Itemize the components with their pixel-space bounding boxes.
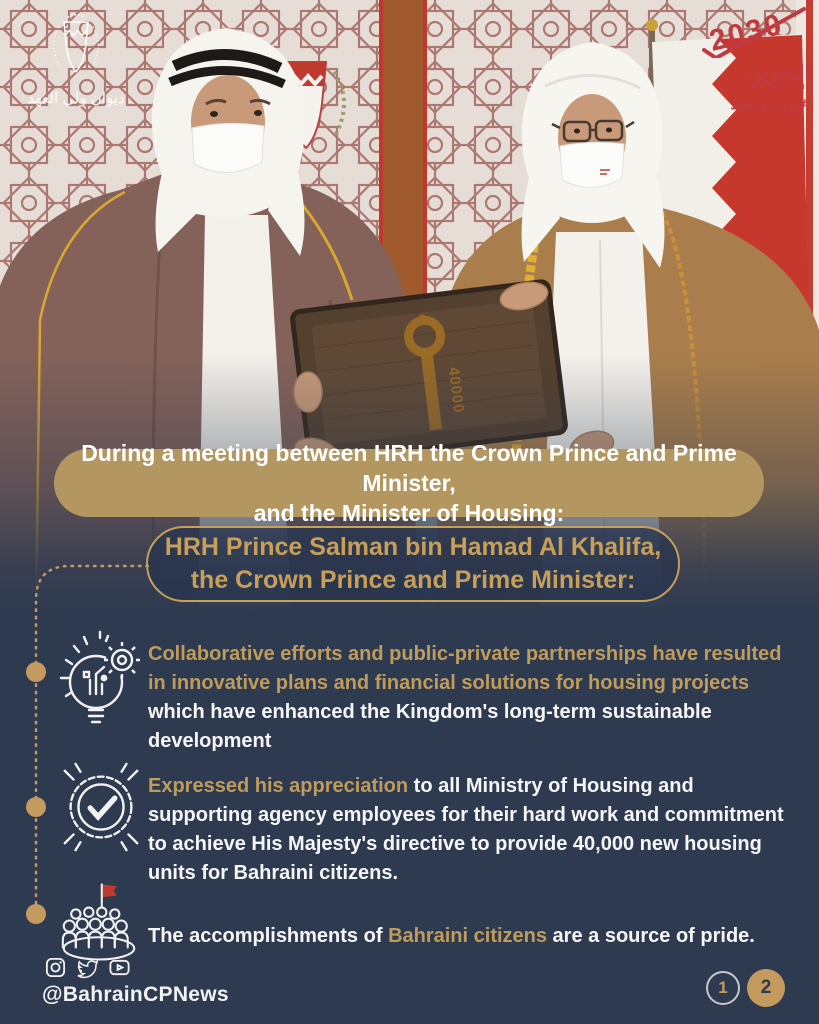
vision-hashtag-text: #رؤية_وتنفيذ bbox=[730, 96, 810, 113]
bullet-3-white-run2: are a source of pride. bbox=[547, 925, 755, 947]
citizens-crowd-flag-icon bbox=[48, 876, 150, 966]
2030-check-icon bbox=[680, 4, 810, 58]
speaker-heading-box bbox=[146, 526, 680, 602]
approval-badge-check-icon bbox=[52, 752, 150, 862]
timeline-dot-3 bbox=[26, 904, 46, 924]
innovation-bulb-gear-icon bbox=[56, 622, 148, 734]
bahrain-2030-logo bbox=[680, 4, 810, 113]
twitter-icon[interactable] bbox=[76, 956, 99, 979]
heading-line1: HRH Prince Salman bin Hamad Al Khalifa, bbox=[164, 533, 662, 561]
2030-year-text: 2030 bbox=[706, 7, 787, 58]
bullet-2-gold-run: Expressed his appreciation bbox=[148, 775, 409, 797]
instagram-icon[interactable] bbox=[44, 956, 67, 979]
bullet-2-white-run: to all Ministry of Housing and supporting agency employees for their hard work and commitment to achieve His Majesty's directive to provide 40,000 new housing units for Bahraini citizens. bbox=[148, 775, 784, 884]
crest-icon bbox=[41, 8, 111, 82]
timeline-dot-2 bbox=[26, 797, 46, 817]
bullet-1-gold-run: Collaborative efforts and public-private partnerships have resulted in innovative plans and financial solutions for housing projects bbox=[148, 643, 782, 694]
context-banner bbox=[54, 440, 764, 526]
heading-line2: the Crown Prince and Prime Minister: bbox=[190, 566, 636, 594]
banner-line2: and the Minister of Housing: bbox=[253, 500, 565, 526]
page-indicator-2-active[interactable]: 2 bbox=[747, 969, 785, 1007]
social-icons-row bbox=[44, 956, 131, 979]
bullet-3-gold-run: Bahraini citizens bbox=[388, 925, 547, 947]
bullet-1-white-run: which have enhanced the Kingdom's long-term sustainable development bbox=[148, 701, 712, 752]
court-logo-arabic-text: ديوان ولي العهد bbox=[27, 90, 125, 107]
bahrain-latin-text: BAHRAIN bbox=[751, 84, 808, 91]
bullet-text-3 bbox=[148, 922, 798, 951]
account-handle[interactable]: @BahrainCPNews bbox=[42, 983, 229, 1006]
crown-prince-court-logo bbox=[16, 8, 136, 107]
bahrain-arabic-text: البحرين bbox=[747, 62, 810, 84]
timeline-dot-1 bbox=[26, 662, 46, 682]
bullet-3-white-run1: The accomplishments of bbox=[148, 925, 389, 947]
youtube-icon[interactable] bbox=[108, 956, 131, 979]
bullet-text-2 bbox=[148, 772, 798, 888]
page-indicator-1[interactable]: 1 bbox=[706, 971, 740, 1005]
banner-line1: During a meeting between HRH the Crown Prince and Prime Minister, bbox=[81, 440, 737, 496]
bullet-text-1 bbox=[148, 640, 798, 756]
